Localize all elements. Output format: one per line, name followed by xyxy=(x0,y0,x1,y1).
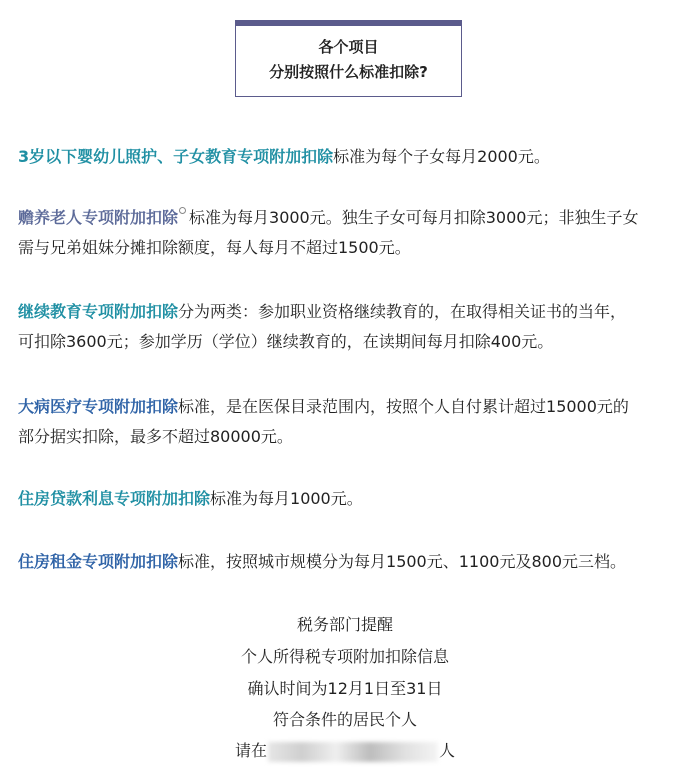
item-heading: 3岁以下婴幼儿照护、子女教育专项附加扣除 xyxy=(18,147,334,166)
item-text: 部分据实扣除，最多不超过80000元。 xyxy=(18,427,293,446)
item-text: 标准为每月1000元。 xyxy=(210,489,363,508)
title-line-1: 各个项目 xyxy=(318,38,379,56)
item-heading: 赡养老人专项附加扣除 xyxy=(18,208,179,227)
item-heading: 住房贷款利息专项附加扣除 xyxy=(18,489,211,508)
reminder-line-5 xyxy=(0,736,690,766)
item-elderly xyxy=(18,203,678,263)
item-childcare xyxy=(18,142,678,172)
item-mortgage xyxy=(18,484,678,514)
item-heading: 继续教育专项附加扣除 xyxy=(18,302,179,321)
blurred-region xyxy=(268,742,438,762)
title-box xyxy=(235,20,462,97)
item-text: 标准为每月3000元。独生子女可每月扣除3000元；非独生子女 xyxy=(189,208,639,227)
item-medical xyxy=(18,392,678,452)
reminder-line-2: 个人所得税专项附加扣除信息 xyxy=(240,647,449,666)
item-education xyxy=(18,297,678,357)
item-heading: 住房租金专项附加扣除 xyxy=(18,552,179,571)
item-text: 标准为每个子女每月2000元。 xyxy=(333,147,550,166)
reminder-line-1: 税务部门提醒 xyxy=(296,615,393,634)
reminder-text: 请在 xyxy=(234,741,267,760)
item-text: 标准，按照城市规模分为每月1500元、1100元及800元三档。 xyxy=(178,552,626,571)
item-text: 分为两类：参加职业资格继续教育的，在取得相关证书的当年， xyxy=(178,302,627,321)
item-text: 需与兄弟姐妹分摊扣除额度，每人每月不超过1500元。 xyxy=(18,238,411,257)
item-heading: 大病医疗专项附加扣除 xyxy=(18,397,179,416)
title-line-2: 分别按照什么标准扣除? xyxy=(269,63,428,81)
reminder-line-3: 确认时间为12月1日至31日 xyxy=(247,679,443,698)
reminder-text: 人 xyxy=(439,741,456,760)
item-text: 可扣除3600元；参加学历（学位）继续教育的，在读期间每月扣除400元。 xyxy=(18,332,554,351)
item-rent xyxy=(18,547,678,577)
reminder-line-4: 符合条件的居民个人 xyxy=(272,710,417,729)
item-text: 标准，是在医保目录范围内，按照个人自付累计超过15000元的 xyxy=(178,397,629,416)
search-icon[interactable] xyxy=(179,207,186,214)
